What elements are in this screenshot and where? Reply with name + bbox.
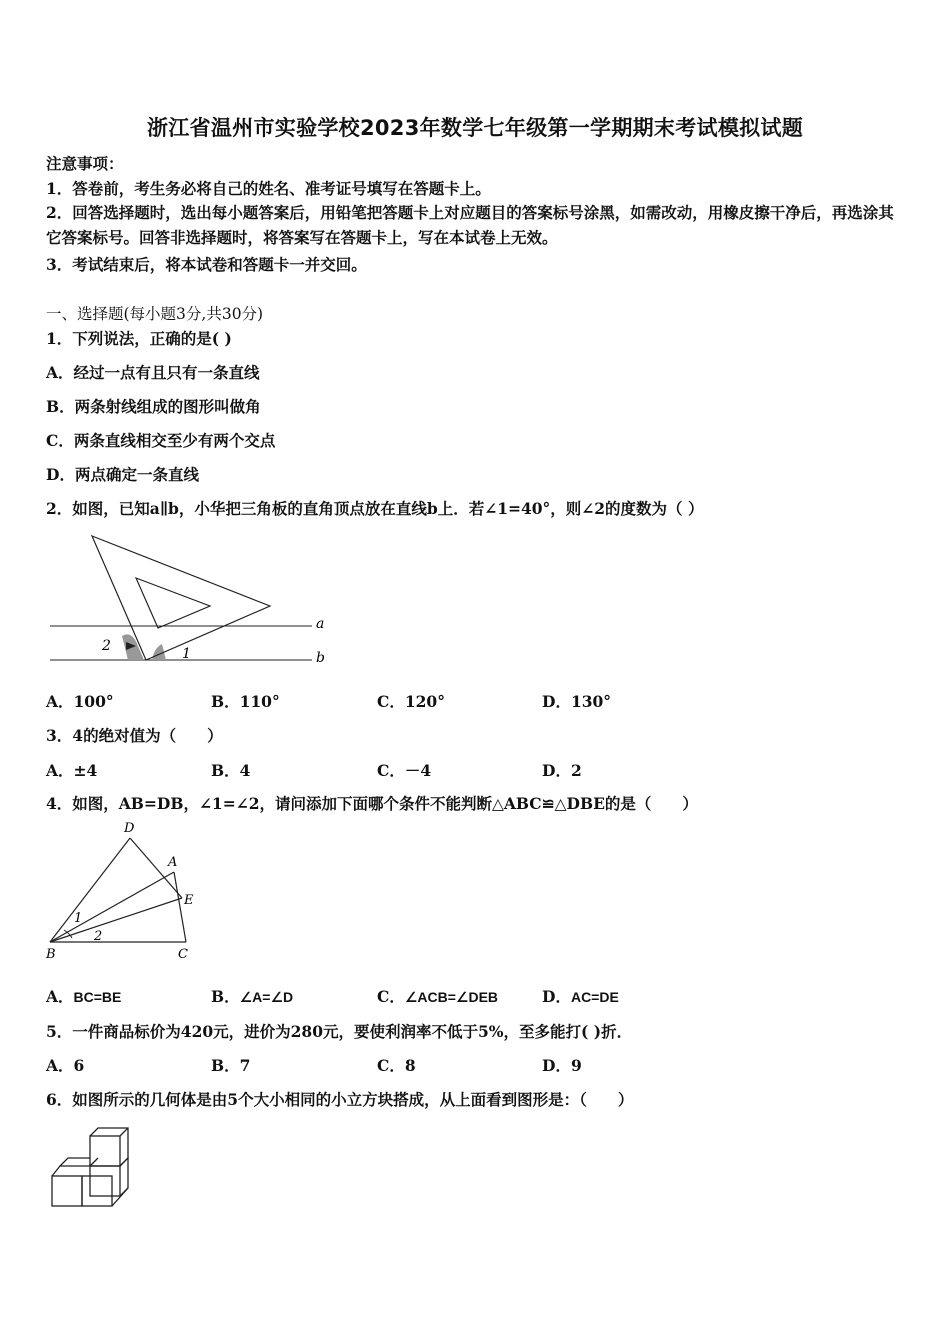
- q3-stem: 3．4的绝对值为（ ）: [46, 726, 223, 745]
- q5-option-d: D．9: [542, 1056, 582, 1075]
- q2-option-c: C．120°: [377, 692, 445, 711]
- cube-stack: [52, 1128, 128, 1206]
- q2-figure: [40, 528, 340, 668]
- q2-option-d: D．130°: [542, 692, 612, 711]
- bottom-left-cube: [52, 1176, 82, 1206]
- page-title: 浙江省温州市实验学校2023年数学七年级第一学期期末考试模拟试题: [146, 116, 804, 140]
- q2-option-b: B．110°: [211, 692, 280, 711]
- triangle-outer: [92, 536, 270, 660]
- top-cube-edge: [120, 1128, 128, 1136]
- middle-cube-front: [90, 1166, 120, 1196]
- label-2: 2: [94, 929, 103, 944]
- label-1: 1: [182, 646, 191, 662]
- q3-option-b: B．4: [211, 761, 251, 780]
- q1-option-b: B．两条射线组成的图形叫做角: [46, 397, 261, 416]
- q4-option-b: B．∠A=∠D: [211, 987, 294, 1006]
- q5-stem: 5．一件商品标价为420元，进价为280元，要使利润率不低于5%，至多能打( )折．: [46, 1022, 633, 1041]
- label-2: 2: [102, 638, 111, 654]
- notice-item-3: 3．考试结束后，将本试卷和答题卡一并交回。: [46, 255, 367, 274]
- segment-bd: [50, 838, 130, 942]
- q1-option-a: A．经过一点有且只有一条直线: [46, 363, 260, 382]
- label-A: A: [168, 855, 178, 870]
- q4-stem: 4．如图，AB=DB，∠1=∠2，请问添加下面哪个条件不能判断△ABC≌△DBE的是（ ）: [46, 794, 698, 813]
- label-E: E: [184, 893, 194, 908]
- q6-stem: 6．如图所示的几何体是由5个大小相同的小立方块搭成，从上面看到图形是：（ ）: [46, 1090, 634, 1109]
- left-cube-edge: [90, 1158, 98, 1166]
- label-C: C: [178, 947, 188, 962]
- q4-option-d: D．AC=DE: [542, 987, 619, 1006]
- q5-option-c: C．8: [377, 1056, 416, 1075]
- label-D: D: [124, 821, 135, 836]
- label-a: a: [316, 616, 325, 632]
- q4-option-a: A．BC=BE: [46, 987, 122, 1006]
- label-1: 1: [74, 911, 83, 926]
- bottom-cube-top: [52, 1166, 90, 1176]
- q4-option-c: C．∠ACB=∠DEB: [377, 987, 499, 1006]
- q1-option-c: C．两条直线相交至少有两个交点: [46, 431, 276, 450]
- notice-heading: 注意事项：: [46, 154, 124, 173]
- q3-option-c: C．－4: [377, 761, 432, 780]
- q2-stem: 2．如图，已知a∥b，小华把三角板的直角顶点放在直线b上．若∠1=40°，则∠2的度数为（ ）: [46, 499, 704, 518]
- q1-option-d: D．两点确定一条直线: [46, 465, 199, 484]
- q6-figure: [44, 1120, 144, 1220]
- label-b: b: [316, 650, 325, 666]
- section-heading: 一、选择题(每小题3分,共30分): [46, 305, 264, 323]
- triangle-inner: [136, 578, 210, 628]
- q3-option-d: D．2: [542, 761, 582, 780]
- q3-option-a: A．±4: [46, 761, 98, 780]
- notice-item-2: 2．回答选择题时，选出每小题答案后，用铅笔把答题卡上对应题目的答案标号涂黑，如需改动，用橡皮擦干净后，再选涂其它答案标号。回答非选择题时，将答案写在答题卡上，写在本试卷上无效。: [46, 203, 894, 247]
- q5-option-a: A．6: [46, 1056, 85, 1075]
- q2-option-a: A．100°: [46, 692, 114, 711]
- q4-figure: [40, 818, 210, 968]
- notice-item-1: 1．答卷前，考生务必将自己的姓名、准考证号填写在答题卡上。: [46, 179, 491, 198]
- q5-option-b: B．7: [211, 1056, 251, 1075]
- bottom-right-cube: [82, 1176, 112, 1206]
- left-cube-top: [60, 1158, 90, 1166]
- q1-stem: 1．下列说法，正确的是( ): [46, 329, 232, 348]
- label-B: B: [46, 947, 56, 962]
